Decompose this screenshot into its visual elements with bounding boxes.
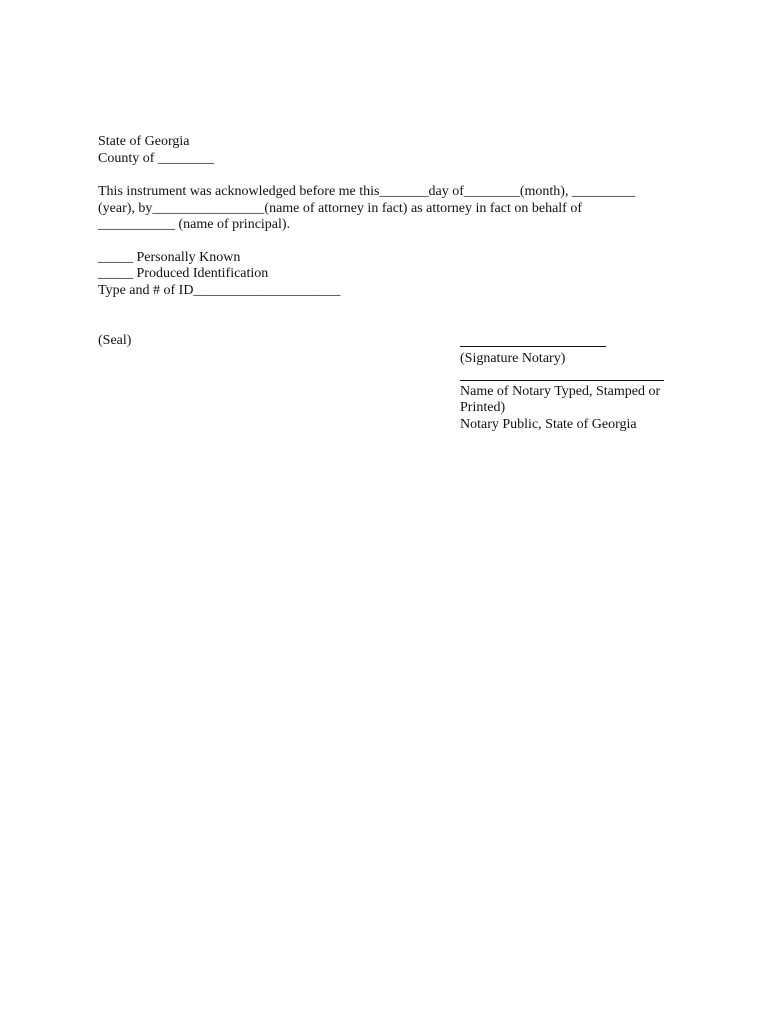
acknowledgment-line-2: (year), by________________(name of attorney in fact) as attorney in fact on behalf of [98, 201, 582, 216]
signature-notary-label: (Signature Notary) [460, 351, 566, 366]
produced-identification-option: _____ Produced Identification [98, 266, 269, 281]
signature-line [460, 346, 606, 347]
notary-title-line: Notary Public, State of Georgia [460, 417, 637, 432]
acknowledgment-line-1: This instrument was acknowledged before me this_______day of________(month), _________ [98, 184, 635, 199]
id-type-field: Type and # of ID_____________________ [98, 283, 341, 298]
county-line: County of ________ [98, 151, 214, 166]
acknowledgment-line-3: ___________ (name of principal). [98, 217, 291, 232]
notary-name-label-line-1: Name of Notary Typed, Stamped or [460, 384, 661, 399]
personally-known-option: _____ Personally Known [98, 250, 241, 265]
state-line: State of Georgia [98, 134, 190, 149]
notary-name-line [460, 380, 664, 381]
seal-label: (Seal) [98, 333, 132, 348]
notary-name-label-line-2: Printed) [460, 400, 506, 415]
